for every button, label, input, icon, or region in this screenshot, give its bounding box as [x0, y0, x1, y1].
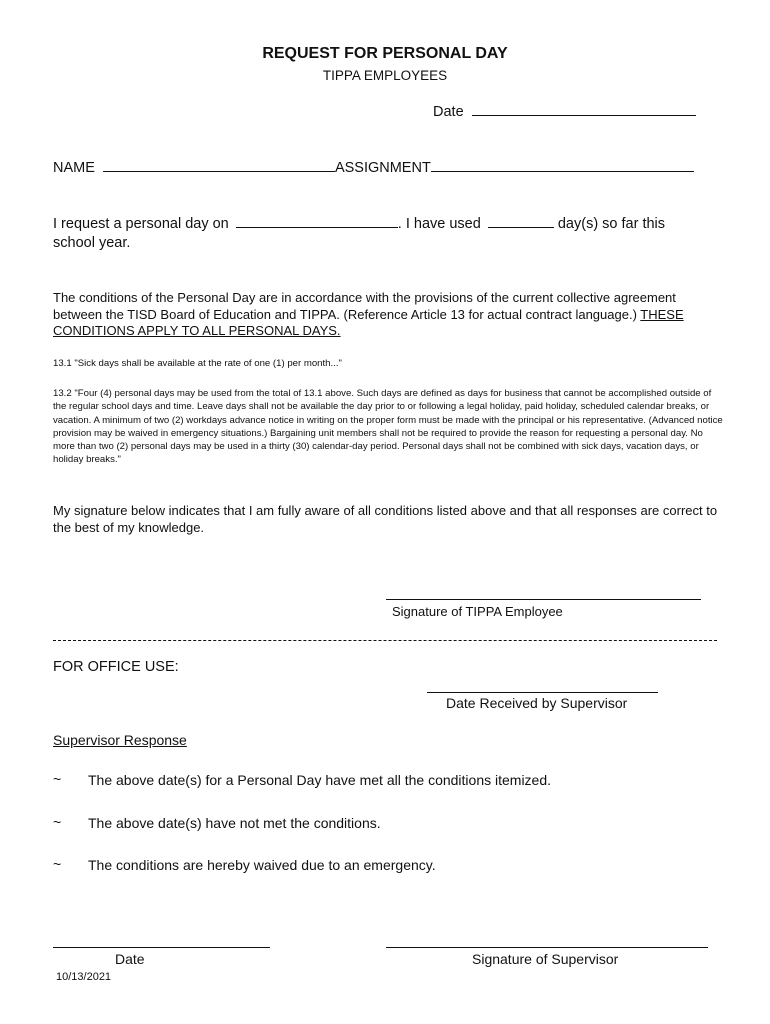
response-option[interactable] — [53, 856, 61, 874]
form-subtitle: TIPPA EMPLOYEES — [322, 68, 448, 83]
days-used-blank[interactable] — [488, 226, 554, 228]
office-use-heading: FOR OFFICE USE: — [53, 659, 179, 675]
supervisor-date-label: Date — [115, 951, 145, 967]
request-text-4: school year. — [53, 235, 131, 251]
supervisor-signature-label: Signature of Supervisor — [472, 951, 619, 967]
assignment-label: ASSIGNMENT — [334, 160, 431, 176]
conditions-emphasis: THESE CONDITIONS APPLY TO ALL PERSONAL DAYS. — [53, 306, 684, 338]
date-received-label: Date Received by Supervisor — [446, 695, 628, 711]
option-marker: ~ — [53, 771, 62, 787]
date-field-row — [433, 104, 696, 120]
option-marker: ~ — [53, 814, 62, 830]
option-not-met-conditions: The above date(s) have not met the conditions. — [88, 815, 381, 831]
date-label: Date — [433, 104, 464, 120]
option-met-conditions: The above date(s) for a Personal Day have met all the conditions itemized. — [88, 772, 552, 788]
option-marker: ~ — [53, 856, 62, 872]
clause-13-2: 13.2 "Four (4) personal days may be used from the total of 13.1 above. Such days are defined as days for business that cannot be accomplished outside of the regular school days and time. Leave days shall not be available the day prior to or following a legal holiday, paid holiday, scheduled calendar breaks, or vacation. A minimum of two (2) workdays advance notice in writing on the proper form must be made with the principal or his representative. (Advanced notice provision may be waived in emergency situations.) Bargaining unit members shall not be required to provide the reason for requesting a personal day. No more than two (2) personal days may be used in a thirty (30) calendar-day period. Personal days shall not be combined with sick days, vacation days, or holiday breaks." — [53, 388, 723, 466]
acknowledgement-text: My signature below indicates that I am fully aware of all conditions listed above and that all responses are correct to the best of my knowledge. — [53, 503, 718, 535]
conditions-paragraph — [53, 290, 723, 340]
supervisor-date-line[interactable] — [53, 947, 270, 948]
employee-signature-line[interactable] — [386, 599, 701, 600]
assignment-blank[interactable] — [431, 170, 694, 172]
name-assignment-row — [53, 160, 694, 176]
request-text-2: . I have used — [397, 216, 481, 232]
employee-signature-label: Signature of TIPPA Employee — [392, 604, 563, 619]
name-blank[interactable] — [103, 170, 335, 172]
response-option[interactable] — [53, 771, 61, 789]
supervisor-signature-line[interactable] — [386, 947, 708, 948]
request-sentence — [53, 216, 665, 232]
request-text-1: I request a personal day on — [53, 216, 229, 232]
response-option[interactable] — [53, 814, 61, 832]
request-text-3: day(s) so far this — [557, 216, 666, 232]
supervisor-response-heading: Supervisor Response — [53, 732, 187, 748]
name-label: NAME — [53, 160, 95, 176]
office-use-divider — [53, 640, 717, 641]
revision-date: 10/13/2021 — [56, 971, 112, 983]
personal-day-date-blank[interactable] — [236, 226, 398, 228]
date-blank[interactable] — [472, 114, 696, 116]
date-received-line[interactable] — [427, 692, 658, 693]
clause-13-1: 13.1 "Sick days shall be available at the rate of one (1) per month..." — [53, 358, 342, 369]
conditions-text: The conditions of the Personal Day are in accordance with the provisions of the current collective agreement between the TISD Board of Education and TIPPA. (Reference Article 13 for actual contract language.) — [53, 290, 676, 322]
option-waived-emergency: The conditions are hereby waived due to an emergency. — [88, 857, 436, 873]
form-title: REQUEST FOR PERSONAL DAY — [262, 45, 508, 62]
